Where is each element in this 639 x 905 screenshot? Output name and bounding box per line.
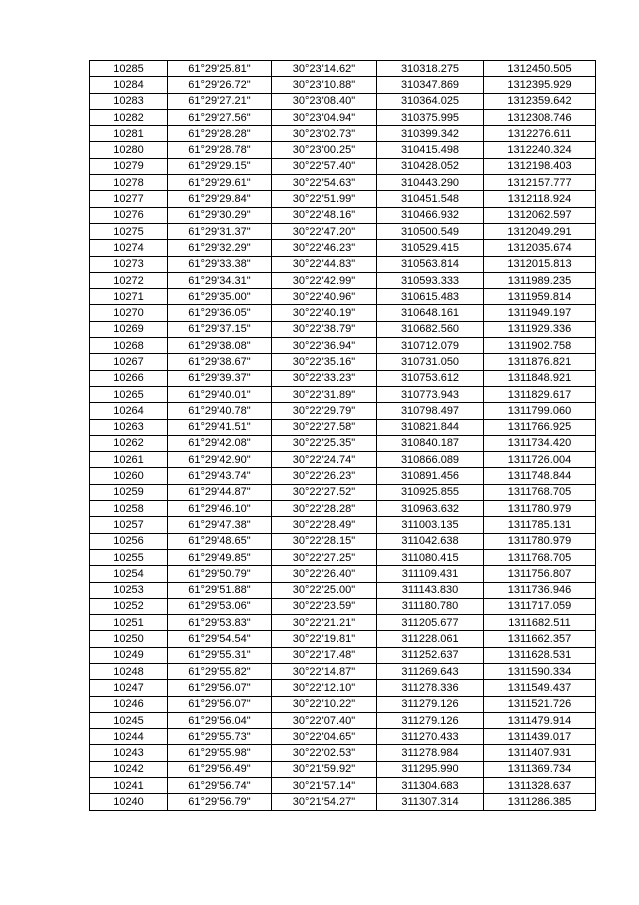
latitude-cell: 61°29'48.65" — [168, 533, 272, 549]
longitude-cell: 30°22'10.22" — [272, 696, 377, 712]
point-id-cell: 10257 — [90, 517, 168, 533]
point-id-cell: 10248 — [90, 663, 168, 679]
y-coordinate-cell: 1311829.617 — [484, 386, 596, 402]
point-id-cell: 10250 — [90, 631, 168, 647]
longitude-cell: 30°22'27.25" — [272, 549, 377, 565]
y-coordinate-cell: 1311726.004 — [484, 452, 596, 468]
latitude-cell: 61°29'28.78" — [168, 142, 272, 158]
latitude-cell: 61°29'55.98" — [168, 745, 272, 761]
y-coordinate-cell: 1311785.131 — [484, 517, 596, 533]
y-coordinate-cell: 1311902.758 — [484, 338, 596, 354]
point-id-cell: 10249 — [90, 647, 168, 663]
table-row — [90, 484, 596, 500]
table-row — [90, 240, 596, 256]
latitude-cell: 61°29'44.87" — [168, 484, 272, 500]
y-coordinate-cell: 1311989.235 — [484, 272, 596, 288]
longitude-cell: 30°21'59.92" — [272, 761, 377, 777]
y-coordinate-cell: 1311734.420 — [484, 435, 596, 451]
y-coordinate-cell: 1311479.914 — [484, 712, 596, 728]
longitude-cell: 30°23'00.25" — [272, 142, 377, 158]
longitude-cell: 30°21'57.14" — [272, 778, 377, 794]
table-row — [90, 109, 596, 125]
y-coordinate-cell: 1311929.336 — [484, 321, 596, 337]
point-id-cell: 10273 — [90, 256, 168, 272]
x-coordinate-cell: 311295.990 — [377, 761, 484, 777]
latitude-cell: 61°29'55.73" — [168, 729, 272, 745]
longitude-cell: 30°22'46.23" — [272, 240, 377, 256]
longitude-cell: 30°22'17.48" — [272, 647, 377, 663]
point-id-cell: 10269 — [90, 321, 168, 337]
table-row — [90, 712, 596, 728]
longitude-cell: 30°23'04.94" — [272, 109, 377, 125]
point-id-cell: 10259 — [90, 484, 168, 500]
point-id-cell: 10247 — [90, 680, 168, 696]
x-coordinate-cell: 311279.126 — [377, 696, 484, 712]
longitude-cell: 30°22'28.28" — [272, 501, 377, 517]
point-id-cell: 10285 — [90, 61, 168, 77]
latitude-cell: 61°29'30.29" — [168, 207, 272, 223]
x-coordinate-cell: 311080.415 — [377, 549, 484, 565]
y-coordinate-cell: 1311768.705 — [484, 549, 596, 565]
table-row — [90, 582, 596, 598]
point-id-cell: 10252 — [90, 598, 168, 614]
table-row — [90, 419, 596, 435]
latitude-cell: 61°29'54.54" — [168, 631, 272, 647]
longitude-cell: 30°22'28.49" — [272, 517, 377, 533]
longitude-cell: 30°23'14.62" — [272, 61, 377, 77]
point-id-cell: 10242 — [90, 761, 168, 777]
x-coordinate-cell: 311180.780 — [377, 598, 484, 614]
table-row — [90, 435, 596, 451]
longitude-cell: 30°22'42.99" — [272, 272, 377, 288]
x-coordinate-cell: 310364.025 — [377, 93, 484, 109]
x-coordinate-cell: 310375.995 — [377, 109, 484, 125]
table-row — [90, 289, 596, 305]
latitude-cell: 61°29'56.79" — [168, 794, 272, 810]
x-coordinate-cell: 310615.483 — [377, 289, 484, 305]
x-coordinate-cell: 310529.415 — [377, 240, 484, 256]
x-coordinate-cell: 311278.336 — [377, 680, 484, 696]
longitude-cell: 30°23'08.40" — [272, 93, 377, 109]
point-id-cell: 10254 — [90, 566, 168, 582]
x-coordinate-cell: 311143.830 — [377, 582, 484, 598]
y-coordinate-cell: 1311848.921 — [484, 370, 596, 386]
longitude-cell: 30°22'07.40" — [272, 712, 377, 728]
point-id-cell: 10266 — [90, 370, 168, 386]
longitude-cell: 30°22'02.53" — [272, 745, 377, 761]
x-coordinate-cell: 310821.844 — [377, 419, 484, 435]
x-coordinate-cell: 310347.869 — [377, 77, 484, 93]
point-id-cell: 10283 — [90, 93, 168, 109]
x-coordinate-cell: 310840.187 — [377, 435, 484, 451]
table-row — [90, 305, 596, 321]
longitude-cell: 30°23'02.73" — [272, 126, 377, 142]
table-row — [90, 338, 596, 354]
y-coordinate-cell: 1311748.844 — [484, 468, 596, 484]
point-id-cell: 10244 — [90, 729, 168, 745]
x-coordinate-cell: 310415.498 — [377, 142, 484, 158]
table-row — [90, 794, 596, 810]
longitude-cell: 30°22'21.21" — [272, 615, 377, 631]
point-id-cell: 10270 — [90, 305, 168, 321]
y-coordinate-cell: 1311780.979 — [484, 501, 596, 517]
table-row — [90, 663, 596, 679]
longitude-cell: 30°22'57.40" — [272, 158, 377, 174]
y-coordinate-cell: 1311780.979 — [484, 533, 596, 549]
table-row — [90, 272, 596, 288]
point-id-cell: 10271 — [90, 289, 168, 305]
x-coordinate-cell: 310773.943 — [377, 386, 484, 402]
y-coordinate-cell: 1311736.946 — [484, 582, 596, 598]
x-coordinate-cell: 311270.433 — [377, 729, 484, 745]
point-id-cell: 10241 — [90, 778, 168, 794]
longitude-cell: 30°22'04.65" — [272, 729, 377, 745]
table-row — [90, 354, 596, 370]
point-id-cell: 10245 — [90, 712, 168, 728]
y-coordinate-cell: 1312359.642 — [484, 93, 596, 109]
latitude-cell: 61°29'29.15" — [168, 158, 272, 174]
table-row — [90, 501, 596, 517]
point-id-cell: 10278 — [90, 175, 168, 191]
x-coordinate-cell: 311003.135 — [377, 517, 484, 533]
y-coordinate-cell: 1312276.611 — [484, 126, 596, 142]
x-coordinate-cell: 310451.548 — [377, 191, 484, 207]
table-row — [90, 696, 596, 712]
point-id-cell: 10282 — [90, 109, 168, 125]
longitude-cell: 30°22'27.52" — [272, 484, 377, 500]
point-id-cell: 10261 — [90, 452, 168, 468]
x-coordinate-cell: 311307.314 — [377, 794, 484, 810]
latitude-cell: 61°29'56.49" — [168, 761, 272, 777]
y-coordinate-cell: 1311682.511 — [484, 615, 596, 631]
longitude-cell: 30°22'24.74" — [272, 452, 377, 468]
x-coordinate-cell: 310466.932 — [377, 207, 484, 223]
y-coordinate-cell: 1312035.674 — [484, 240, 596, 256]
table-row — [90, 126, 596, 142]
x-coordinate-cell: 310648.161 — [377, 305, 484, 321]
longitude-cell: 30°22'40.19" — [272, 305, 377, 321]
x-coordinate-cell: 310318.275 — [377, 61, 484, 77]
table-row — [90, 680, 596, 696]
point-id-cell: 10284 — [90, 77, 168, 93]
latitude-cell: 61°29'55.31" — [168, 647, 272, 663]
y-coordinate-cell: 1311876.821 — [484, 354, 596, 370]
latitude-cell: 61°29'42.08" — [168, 435, 272, 451]
longitude-cell: 30°22'51.99" — [272, 191, 377, 207]
latitude-cell: 61°29'50.79" — [168, 566, 272, 582]
x-coordinate-cell: 310443.290 — [377, 175, 484, 191]
table-row — [90, 191, 596, 207]
x-coordinate-cell: 310731.050 — [377, 354, 484, 370]
x-coordinate-cell: 310399.342 — [377, 126, 484, 142]
coordinates-table-body — [90, 61, 596, 811]
table-row — [90, 598, 596, 614]
latitude-cell: 61°29'39.37" — [168, 370, 272, 386]
longitude-cell: 30°22'48.16" — [272, 207, 377, 223]
table-row — [90, 468, 596, 484]
y-coordinate-cell: 1312015.813 — [484, 256, 596, 272]
coordinates-table — [89, 60, 596, 811]
latitude-cell: 61°29'38.67" — [168, 354, 272, 370]
x-coordinate-cell: 310866.089 — [377, 452, 484, 468]
latitude-cell: 61°29'56.07" — [168, 680, 272, 696]
latitude-cell: 61°29'47.38" — [168, 517, 272, 533]
table-row — [90, 93, 596, 109]
latitude-cell: 61°29'33.38" — [168, 256, 272, 272]
longitude-cell: 30°21'54.27" — [272, 794, 377, 810]
y-coordinate-cell: 1312049.291 — [484, 223, 596, 239]
y-coordinate-cell: 1312118.924 — [484, 191, 596, 207]
latitude-cell: 61°29'32.29" — [168, 240, 272, 256]
x-coordinate-cell: 311042.638 — [377, 533, 484, 549]
table-row — [90, 647, 596, 663]
point-id-cell: 10264 — [90, 403, 168, 419]
x-coordinate-cell: 310753.612 — [377, 370, 484, 386]
longitude-cell: 30°22'26.40" — [272, 566, 377, 582]
latitude-cell: 61°29'37.15" — [168, 321, 272, 337]
point-id-cell: 10265 — [90, 386, 168, 402]
point-id-cell: 10253 — [90, 582, 168, 598]
longitude-cell: 30°22'28.15" — [272, 533, 377, 549]
table-row — [90, 566, 596, 582]
latitude-cell: 61°29'41.51" — [168, 419, 272, 435]
latitude-cell: 61°29'31.37" — [168, 223, 272, 239]
latitude-cell: 61°29'27.56" — [168, 109, 272, 125]
latitude-cell: 61°29'29.84" — [168, 191, 272, 207]
point-id-cell: 10280 — [90, 142, 168, 158]
y-coordinate-cell: 1312395.929 — [484, 77, 596, 93]
longitude-cell: 30°22'47.20" — [272, 223, 377, 239]
x-coordinate-cell: 311304.683 — [377, 778, 484, 794]
x-coordinate-cell: 311279.126 — [377, 712, 484, 728]
latitude-cell: 61°29'56.07" — [168, 696, 272, 712]
longitude-cell: 30°22'26.23" — [272, 468, 377, 484]
x-coordinate-cell: 311109.431 — [377, 566, 484, 582]
y-coordinate-cell: 1311521.726 — [484, 696, 596, 712]
point-id-cell: 10267 — [90, 354, 168, 370]
table-row — [90, 370, 596, 386]
x-coordinate-cell: 310798.497 — [377, 403, 484, 419]
table-row — [90, 729, 596, 745]
table-row — [90, 517, 596, 533]
latitude-cell: 61°29'40.01" — [168, 386, 272, 402]
point-id-cell: 10262 — [90, 435, 168, 451]
table-row — [90, 158, 596, 174]
y-coordinate-cell: 1312450.505 — [484, 61, 596, 77]
table-row — [90, 615, 596, 631]
y-coordinate-cell: 1311756.807 — [484, 566, 596, 582]
table-row — [90, 256, 596, 272]
point-id-cell: 10275 — [90, 223, 168, 239]
x-coordinate-cell: 310428.052 — [377, 158, 484, 174]
x-coordinate-cell: 311205.677 — [377, 615, 484, 631]
table-row — [90, 223, 596, 239]
y-coordinate-cell: 1311590.334 — [484, 663, 596, 679]
x-coordinate-cell: 310593.333 — [377, 272, 484, 288]
longitude-cell: 30°22'33.23" — [272, 370, 377, 386]
latitude-cell: 61°29'55.82" — [168, 663, 272, 679]
longitude-cell: 30°22'36.94" — [272, 338, 377, 354]
point-id-cell: 10243 — [90, 745, 168, 761]
y-coordinate-cell: 1311328.637 — [484, 778, 596, 794]
point-id-cell: 10260 — [90, 468, 168, 484]
longitude-cell: 30°22'54.63" — [272, 175, 377, 191]
y-coordinate-cell: 1311549.437 — [484, 680, 596, 696]
latitude-cell: 61°29'27.21" — [168, 93, 272, 109]
longitude-cell: 30°22'35.16" — [272, 354, 377, 370]
x-coordinate-cell: 310500.549 — [377, 223, 484, 239]
y-coordinate-cell: 1311662.357 — [484, 631, 596, 647]
y-coordinate-cell: 1311949.197 — [484, 305, 596, 321]
x-coordinate-cell: 310925.855 — [377, 484, 484, 500]
longitude-cell: 30°22'14.87" — [272, 663, 377, 679]
longitude-cell: 30°22'25.00" — [272, 582, 377, 598]
table-row — [90, 207, 596, 223]
point-id-cell: 10246 — [90, 696, 168, 712]
y-coordinate-cell: 1311628.531 — [484, 647, 596, 663]
table-row — [90, 631, 596, 647]
point-id-cell: 10251 — [90, 615, 168, 631]
point-id-cell: 10256 — [90, 533, 168, 549]
longitude-cell: 30°22'25.35" — [272, 435, 377, 451]
point-id-cell: 10279 — [90, 158, 168, 174]
longitude-cell: 30°22'23.59" — [272, 598, 377, 614]
table-row — [90, 403, 596, 419]
latitude-cell: 61°29'42.90" — [168, 452, 272, 468]
latitude-cell: 61°29'56.74" — [168, 778, 272, 794]
longitude-cell: 30°22'29.79" — [272, 403, 377, 419]
y-coordinate-cell: 1311286.385 — [484, 794, 596, 810]
x-coordinate-cell: 311228.061 — [377, 631, 484, 647]
latitude-cell: 61°29'49.85" — [168, 549, 272, 565]
longitude-cell: 30°22'44.83" — [272, 256, 377, 272]
x-coordinate-cell: 310891.456 — [377, 468, 484, 484]
y-coordinate-cell: 1311717.059 — [484, 598, 596, 614]
x-coordinate-cell: 311252.637 — [377, 647, 484, 663]
point-id-cell: 10263 — [90, 419, 168, 435]
longitude-cell: 30°22'27.58" — [272, 419, 377, 435]
latitude-cell: 61°29'35.00" — [168, 289, 272, 305]
longitude-cell: 30°22'40.96" — [272, 289, 377, 305]
latitude-cell: 61°29'29.61" — [168, 175, 272, 191]
y-coordinate-cell: 1312308.746 — [484, 109, 596, 125]
y-coordinate-cell: 1311369.734 — [484, 761, 596, 777]
latitude-cell: 61°29'53.06" — [168, 598, 272, 614]
x-coordinate-cell: 311269.643 — [377, 663, 484, 679]
x-coordinate-cell: 311278.984 — [377, 745, 484, 761]
table-row — [90, 386, 596, 402]
point-id-cell: 10268 — [90, 338, 168, 354]
latitude-cell: 61°29'46.10" — [168, 501, 272, 517]
table-row — [90, 778, 596, 794]
point-id-cell: 10274 — [90, 240, 168, 256]
y-coordinate-cell: 1311439.017 — [484, 729, 596, 745]
longitude-cell: 30°22'19.81" — [272, 631, 377, 647]
latitude-cell: 61°29'26.72" — [168, 77, 272, 93]
point-id-cell: 10258 — [90, 501, 168, 517]
x-coordinate-cell: 310712.079 — [377, 338, 484, 354]
table-row — [90, 175, 596, 191]
latitude-cell: 61°29'36.05" — [168, 305, 272, 321]
latitude-cell: 61°29'51.88" — [168, 582, 272, 598]
latitude-cell: 61°29'28.28" — [168, 126, 272, 142]
longitude-cell: 30°22'38.79" — [272, 321, 377, 337]
y-coordinate-cell: 1311959.814 — [484, 289, 596, 305]
y-coordinate-cell: 1311799.060 — [484, 403, 596, 419]
point-id-cell: 10255 — [90, 549, 168, 565]
point-id-cell: 10276 — [90, 207, 168, 223]
table-row — [90, 761, 596, 777]
point-id-cell: 10281 — [90, 126, 168, 142]
table-row — [90, 745, 596, 761]
latitude-cell: 61°29'34.31" — [168, 272, 272, 288]
longitude-cell: 30°23'10.88" — [272, 77, 377, 93]
longitude-cell: 30°22'12.10" — [272, 680, 377, 696]
x-coordinate-cell: 310563.814 — [377, 256, 484, 272]
longitude-cell: 30°22'31.89" — [272, 386, 377, 402]
table-row — [90, 452, 596, 468]
table-row — [90, 533, 596, 549]
latitude-cell: 61°29'40.78" — [168, 403, 272, 419]
x-coordinate-cell: 310682.560 — [377, 321, 484, 337]
y-coordinate-cell: 1312157.777 — [484, 175, 596, 191]
y-coordinate-cell: 1312240.324 — [484, 142, 596, 158]
x-coordinate-cell: 310963.632 — [377, 501, 484, 517]
latitude-cell: 61°29'25.81" — [168, 61, 272, 77]
table-row — [90, 549, 596, 565]
latitude-cell: 61°29'38.08" — [168, 338, 272, 354]
point-id-cell: 10272 — [90, 272, 168, 288]
latitude-cell: 61°29'56.04" — [168, 712, 272, 728]
latitude-cell: 61°29'53.83" — [168, 615, 272, 631]
table-row — [90, 321, 596, 337]
y-coordinate-cell: 1312198.403 — [484, 158, 596, 174]
y-coordinate-cell: 1311768.705 — [484, 484, 596, 500]
table-row — [90, 142, 596, 158]
latitude-cell: 61°29'43.74" — [168, 468, 272, 484]
table-row — [90, 77, 596, 93]
point-id-cell: 10277 — [90, 191, 168, 207]
point-id-cell: 10240 — [90, 794, 168, 810]
y-coordinate-cell: 1311766.925 — [484, 419, 596, 435]
y-coordinate-cell: 1312062.597 — [484, 207, 596, 223]
table-row — [90, 61, 596, 77]
y-coordinate-cell: 1311407.931 — [484, 745, 596, 761]
